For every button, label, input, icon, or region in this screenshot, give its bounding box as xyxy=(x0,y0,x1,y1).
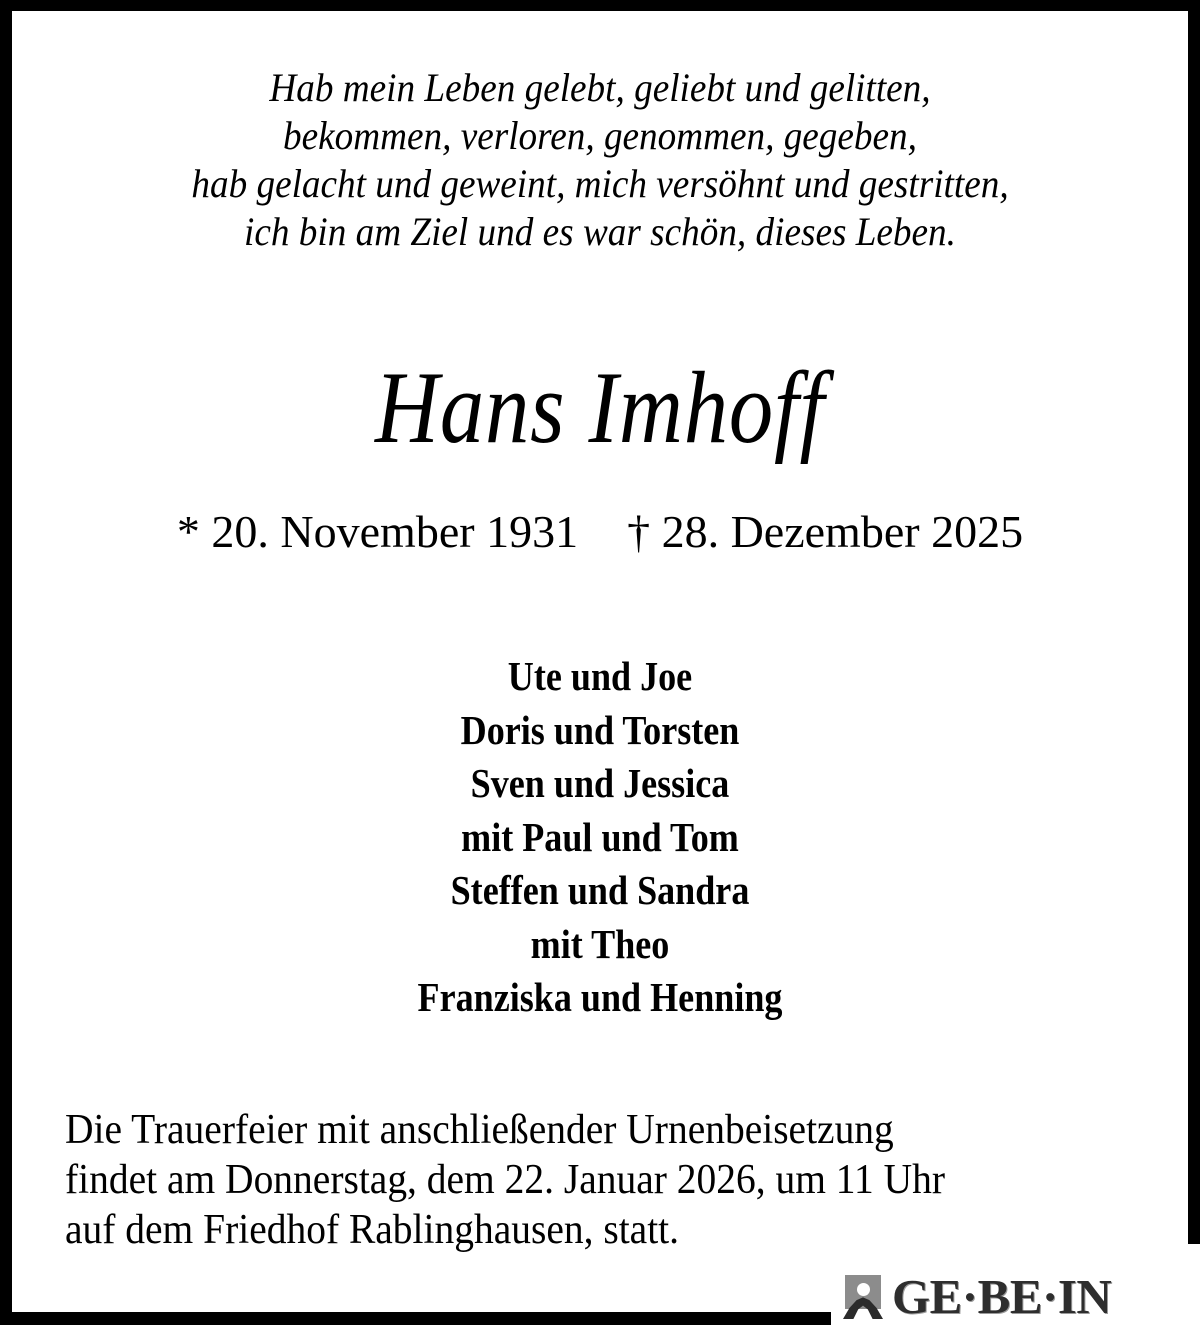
family-line: Sven und Jessica xyxy=(470,760,730,806)
deceased-name: Hans Imhoff xyxy=(375,351,825,465)
poem-line-1: Hab mein Leben gelebt, geliebt und gelitten, xyxy=(269,65,931,110)
birth-date: 20. November 1931 xyxy=(211,506,579,557)
family-line: Steffen und Sandra xyxy=(450,867,750,913)
funeral-details xyxy=(65,1105,1071,1255)
life-dates xyxy=(12,505,1188,559)
funeral-details-line-2: findet am Donnerstag, dem 22. Januar 2026, um 11 Uhr xyxy=(65,1157,946,1203)
logo-head-shape xyxy=(857,1283,870,1296)
family-line: mit Paul und Tom xyxy=(461,813,739,860)
family-line: Doris und Torsten xyxy=(460,706,740,753)
family-line: Franziska und Henning xyxy=(417,974,783,1020)
birth-star-icon: * xyxy=(176,506,200,557)
notice-card xyxy=(12,11,1188,1312)
family-line: Ute und Joe xyxy=(507,653,693,699)
logo-wordmark: GE·BE·IN xyxy=(892,1269,1112,1324)
funeral-home-logo xyxy=(831,1244,1200,1325)
family-line: mit Theo xyxy=(530,920,670,967)
death-cross-icon: † xyxy=(627,506,651,557)
memorial-poem xyxy=(53,11,1147,256)
poem-line-2: bekommen, verloren, genommen, gegeben, xyxy=(283,113,917,158)
poem-line-4: ich bin am Ziel und es war schön, dieses Leben. xyxy=(244,209,956,254)
bereaved-family-list xyxy=(83,650,1118,1025)
funeral-details-line-3: auf dem Friedhof Rablinghausen, statt. xyxy=(65,1207,680,1253)
poem-line-3: hab gelacht und geweint, mich versöhnt und gestritten, xyxy=(191,161,1009,206)
death-date: 28. Dezember 2025 xyxy=(661,506,1024,557)
gebein-figure-icon xyxy=(843,1275,883,1319)
funeral-details-line-1: Die Trauerfeier mit anschließender Urnenbeisetzung xyxy=(65,1107,894,1153)
